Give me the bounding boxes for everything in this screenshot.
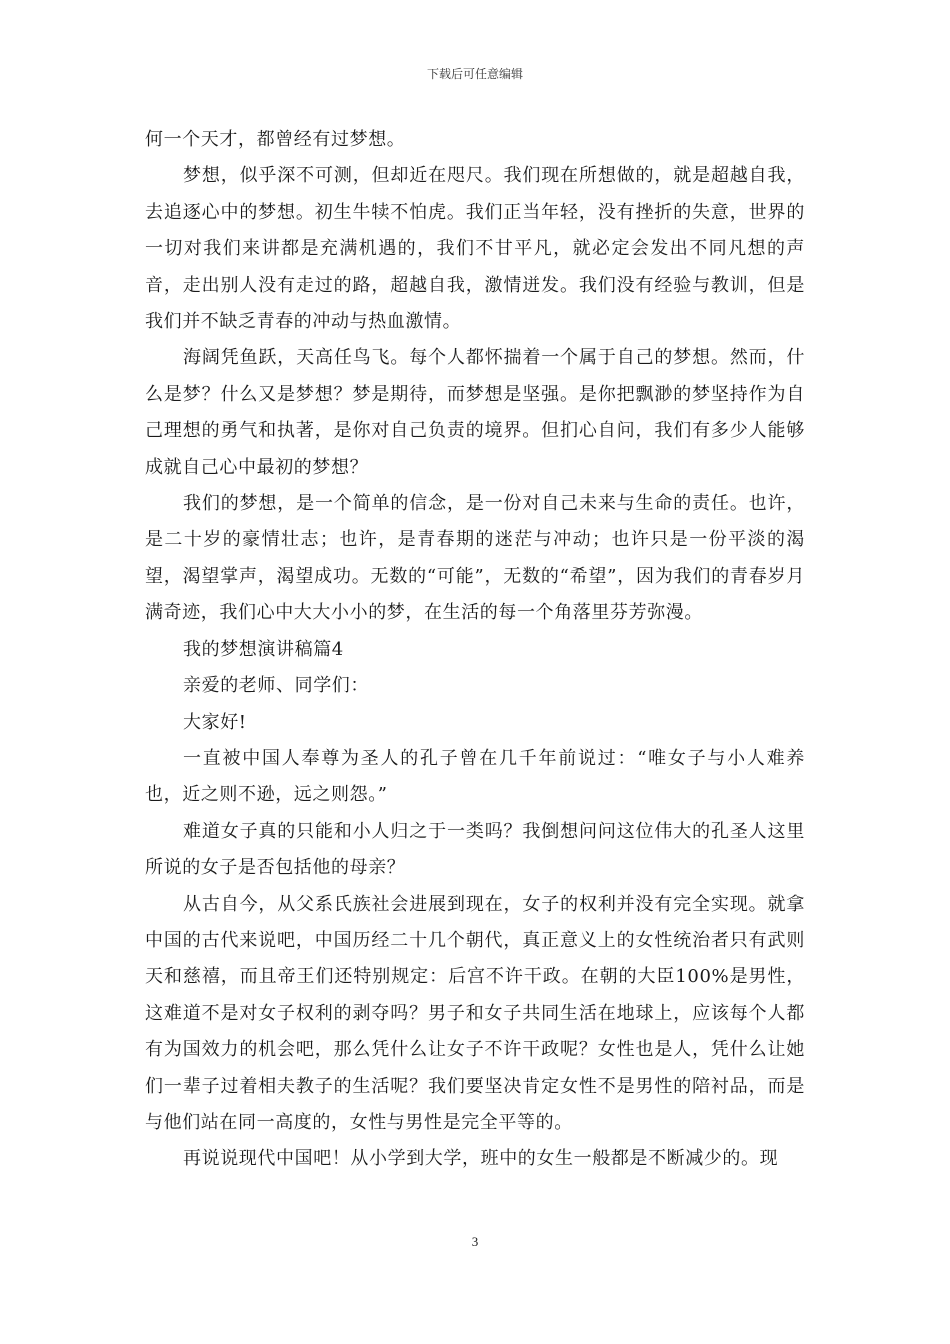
section-title: 我的梦想演讲稿篇4 (183, 638, 344, 660)
greeting: 大家好! (183, 711, 247, 733)
paragraph: 一直被中国人奉尊为圣人的孔子曾在几千年前说过：“唯女子与小人难养也，近之则不逊，远之则怨。” (145, 747, 805, 806)
paragraph: 海阔凭鱼跃，天高任鸟飞。每个人都怀揣着一个属于自己的梦想。然而，什么是梦？什么又是梦想？梦是期待，而梦想是坚强。是你把飘渺的梦坚持作为自己理想的勇气和执著，是你对自己负责的境界。但扪心自问，我们有多少人能够成就自己心中最初的梦想？ (145, 347, 805, 478)
paragraph: 何一个天才，都曾经有过梦想。 (145, 129, 406, 150)
page-header: 下载后可任意编辑 (426, 67, 523, 81)
paragraph: 我们的梦想，是一个简单的信念，是一份对自己未来与生命的责任。也许，是二十岁的豪情壮志；也许，是青春期的迷茫与冲动；也许只是一份平淡的渴望，渴望掌声，渴望成功。无数的“可能”，无数的“希望”，因为我们的青春岁月满奇迹，我们心中大大小小的梦，在生活的每一个角落里芬芳弥漫。 (145, 493, 805, 624)
document-body (145, 122, 805, 1178)
page-number: 3 (471, 1234, 479, 1249)
paragraph: 再说说现代中国吧！从小学到大学，班中的女生一般都是不断减少的。现 (183, 1148, 779, 1170)
salutation: 亲爱的老师、同学们： (183, 675, 369, 697)
paragraph: 从古自今，从父系氏族社会进展到现在，女子的权利并没有完全实现。就拿中国的古代来说吧，中国历经二十几个朝代，真正意义上的女性统治者只有武则天和慈禧，而且帝王们还特别规定：后宫不许干政。在朝的大臣100%是男性，这难道不是对女子权利的剥夺吗？男子和女子共同生活在地球上，应该每个人都有为国效力的机会吧，那么凭什么让女子不许干政呢？女性也是人，凭什么让她们一辈子过着相夫教子的生活呢？我们要坚决肯定女性不是男性的陪衬品，而是与他们站在同一高度的，女性与男性是完全平等的。 (145, 893, 805, 1133)
paragraph: 梦想，似乎深不可测，但却近在咫尺。我们现在所想做的，就是超越自我，去追逐心中的梦想。初生牛犊不怕虎。我们正当年轻，没有挫折的失意，世界的一切对我们来讲都是充满机遇的，我们不甘平凡，就必定会发出不同凡想的声音，走出别人没有走过的路，超越自我，激情迸发。我们没有经验与教训，但是我们并不缺乏青春的冲动与热血激情。 (145, 165, 805, 333)
paragraph: 难道女子真的只能和小人归之于一类吗？我倒想问问这位伟大的孔圣人这里所说的女子是否包括他的母亲？ (145, 820, 805, 879)
